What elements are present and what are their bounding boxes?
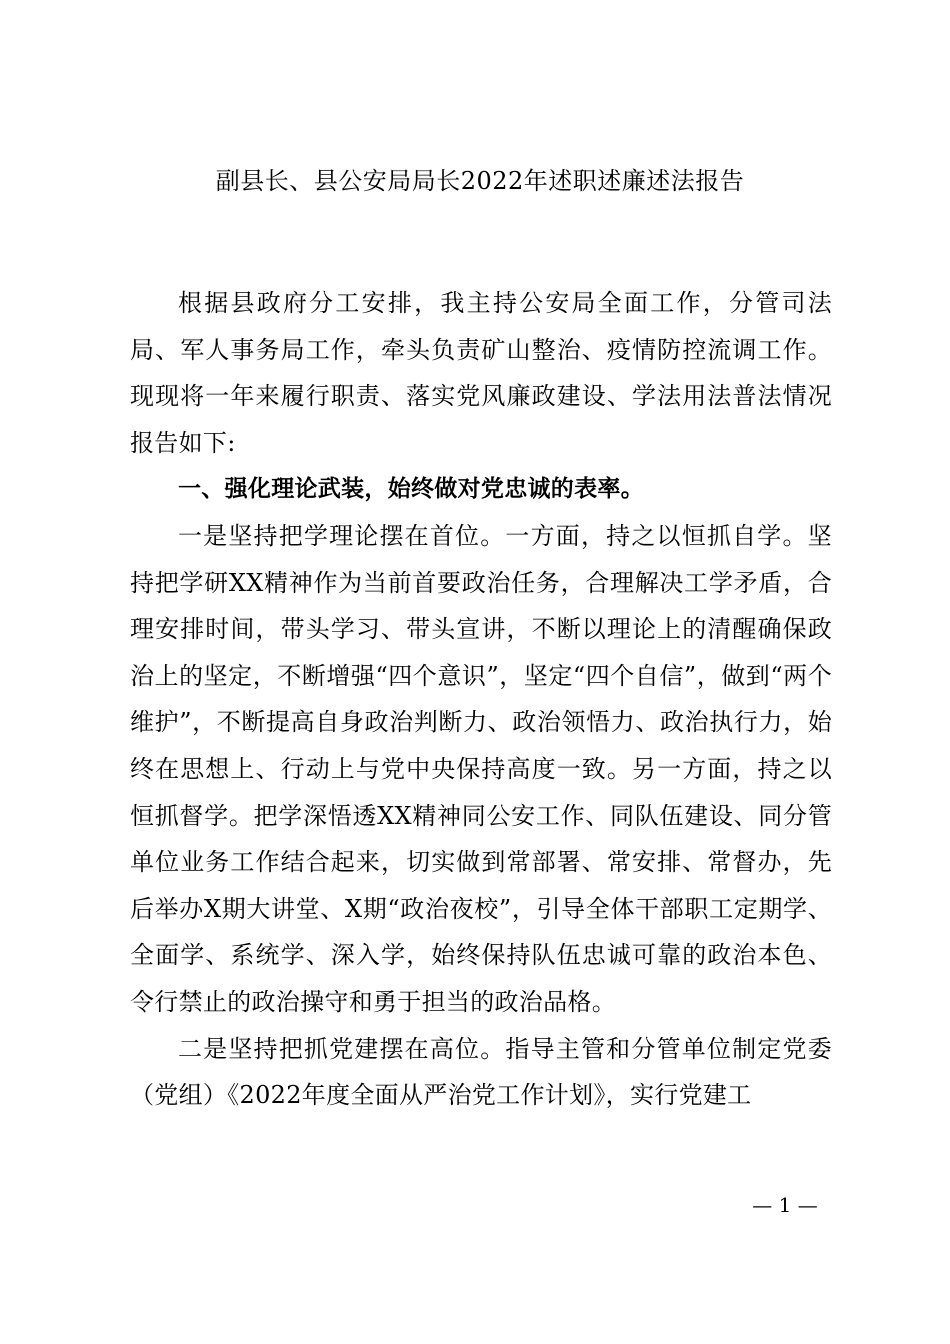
document-title: 副县长、县公安局局长2022年述职述廉述法报告 [215, 167, 745, 195]
paragraph-party-building: 二是坚持把抓党建摆在高位。指导主管和分管单位制定党委（党组）《2022年度全面从严治党工作计划》，实行党建工 [130, 1034, 832, 1110]
paragraph-intro: 根据县政府分工安排，我主持公安局全面工作，分管司法局、军人事务局工作，牵头负责矿山整治、疫情防控流调工作。现现将一年来履行职责、落实党风廉政建设、学法用法普法情况报告如下: [130, 289, 832, 457]
document-body [130, 280, 832, 1119]
section-heading-1: 一、强化理论武装，始终做对党忠诚的表率。 [178, 476, 644, 503]
paragraph-theory-study: 一是坚持把学理论摆在首位。一方面，持之以恒抓自学。坚持把学研XX精神作为当前首要政治任务，合理解决工学矛盾，合理安排时间，带头学习、带头宣讲，不断以理论上的清醒确保政治上的坚定，不断增强“四个意识”，坚定“四个自信”，做到“两个维护”，不断提高自身政治判断力、政治领悟力、政治执行力，始终在思想上、行动上与党中央保持高度一致。另一方面，持之以恒抓督学。把学深悟透XX精神同公安工作、同队伍建设、同分管单位业务工作结合起来，切实做到常部署、常安排、常督办，先后举办X期大讲堂、X期“政治夜校”，引导全体干部职工定期学、全面学、系统学、深入学，始终保持队伍忠诚可靠的政治本色、令行禁止的政治操守和勇于担当的政治品格。 [130, 521, 832, 1016]
page-number: — 1 — [752, 1193, 818, 1217]
